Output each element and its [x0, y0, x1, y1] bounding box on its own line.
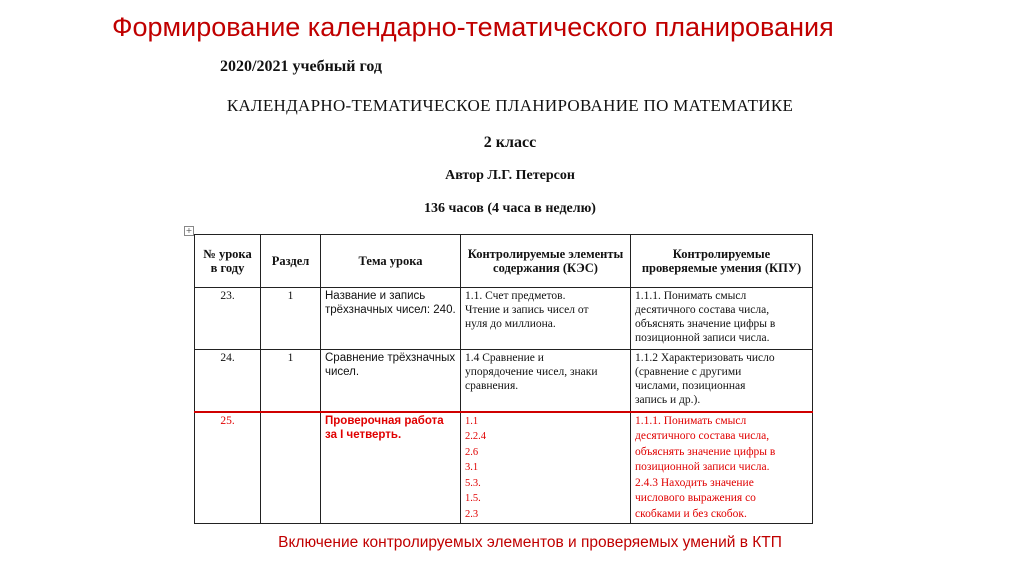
kes-line: упорядочение чисел, знаки	[465, 366, 598, 378]
kpu-line: 2.4.3 Находить значение	[635, 476, 754, 489]
lesson-topic: Проверочная работа за I четверть.	[321, 412, 461, 524]
section-number: 1	[261, 350, 321, 412]
lesson-topic: Сравнение трёхзначных чисел.	[321, 350, 461, 412]
author-label: Автор Л.Г. Петерсон	[445, 168, 575, 183]
kpu-line: 1.1.1. Понимать смысл	[635, 290, 747, 302]
table-move-handle-icon[interactable]: +	[185, 226, 193, 235]
kes-line: 2.6	[465, 446, 479, 458]
hours-label: 136 часов (4 часа в неделю)	[424, 201, 596, 216]
lesson-number: 24.	[195, 350, 261, 412]
kes-line: 1.5.	[465, 493, 481, 504]
header-kpu: Контролируемые проверяемые умения (КПУ)	[631, 235, 813, 288]
section-number	[261, 412, 321, 524]
kes-line: Чтение и запись чисел от	[465, 304, 589, 316]
kes-line: 5.3.	[465, 477, 481, 489]
kpu-line: 1.1.2 Характеризовать число	[635, 352, 775, 364]
kes-line: 1.1. Счет предметов.	[465, 290, 566, 302]
kes-line: нуля до миллиона.	[465, 318, 556, 330]
kes-cell	[461, 350, 631, 412]
table-header-row	[195, 235, 813, 288]
kes-cell	[461, 412, 631, 524]
kes-line: 3.1	[465, 462, 479, 473]
kpu-cell	[631, 288, 813, 350]
header-kes: Контролируемые элементы содержания (КЭС)	[461, 235, 631, 288]
kpu-line: запись и др.).	[635, 394, 701, 406]
kpu-line: позиционной записи числа.	[635, 332, 770, 344]
kes-line: 2.2.4	[465, 431, 486, 442]
kpu-line: (сравнение с другими	[635, 366, 742, 378]
kes-line: сравнения.	[465, 380, 519, 392]
table-row	[195, 350, 813, 412]
kes-line: 2.3	[465, 508, 479, 520]
kpu-cell	[631, 412, 813, 524]
kpu-line: десятичного состава числа,	[635, 430, 770, 442]
lesson-topic: Название и запись трёхзначных чисел: 240.	[321, 288, 461, 350]
header-lesson-number: № урока в году	[195, 235, 261, 288]
kes-cell	[461, 288, 631, 350]
section-number: 1	[261, 288, 321, 350]
slide-caption: Включение контролируемых элементов и проверяемых умений в КТП	[278, 534, 782, 551]
planning-table	[194, 234, 813, 524]
kpu-line: числами, позиционная	[635, 380, 746, 392]
lesson-number: 23.	[195, 288, 261, 350]
document-heading: КАЛЕНДАРНО-ТЕМАТИЧЕСКОЕ ПЛАНИРОВАНИЕ ПО МАТЕМАТИКЕ	[226, 96, 794, 115]
table-row	[195, 412, 813, 524]
kpu-line: позиционной записи числа.	[635, 461, 770, 473]
header-topic: Тема урока	[321, 235, 461, 288]
header-section: Раздел	[261, 235, 321, 288]
kpu-cell	[631, 350, 813, 412]
table-row	[195, 288, 813, 350]
kpu-line: числового выражения со	[635, 492, 756, 504]
grade-label: 2 класс	[483, 134, 537, 151]
school-year: 2020/2021 учебный год	[220, 58, 382, 75]
kpu-line: объяснять значение цифры в	[635, 318, 776, 330]
lesson-number: 25.	[195, 412, 261, 524]
kes-line: 1.1	[465, 415, 479, 427]
kpu-line: объяснять значение цифры в	[635, 445, 776, 458]
slide-title: Формирование календарно-тематического планирования	[112, 12, 834, 42]
kpu-line: скобками и без скобок.	[635, 507, 747, 520]
kpu-line: десятичного состава числа,	[635, 304, 770, 316]
kpu-line: 1.1.1. Понимать смысл	[635, 414, 747, 427]
kes-line: 1.4 Сравнение и	[465, 352, 544, 364]
